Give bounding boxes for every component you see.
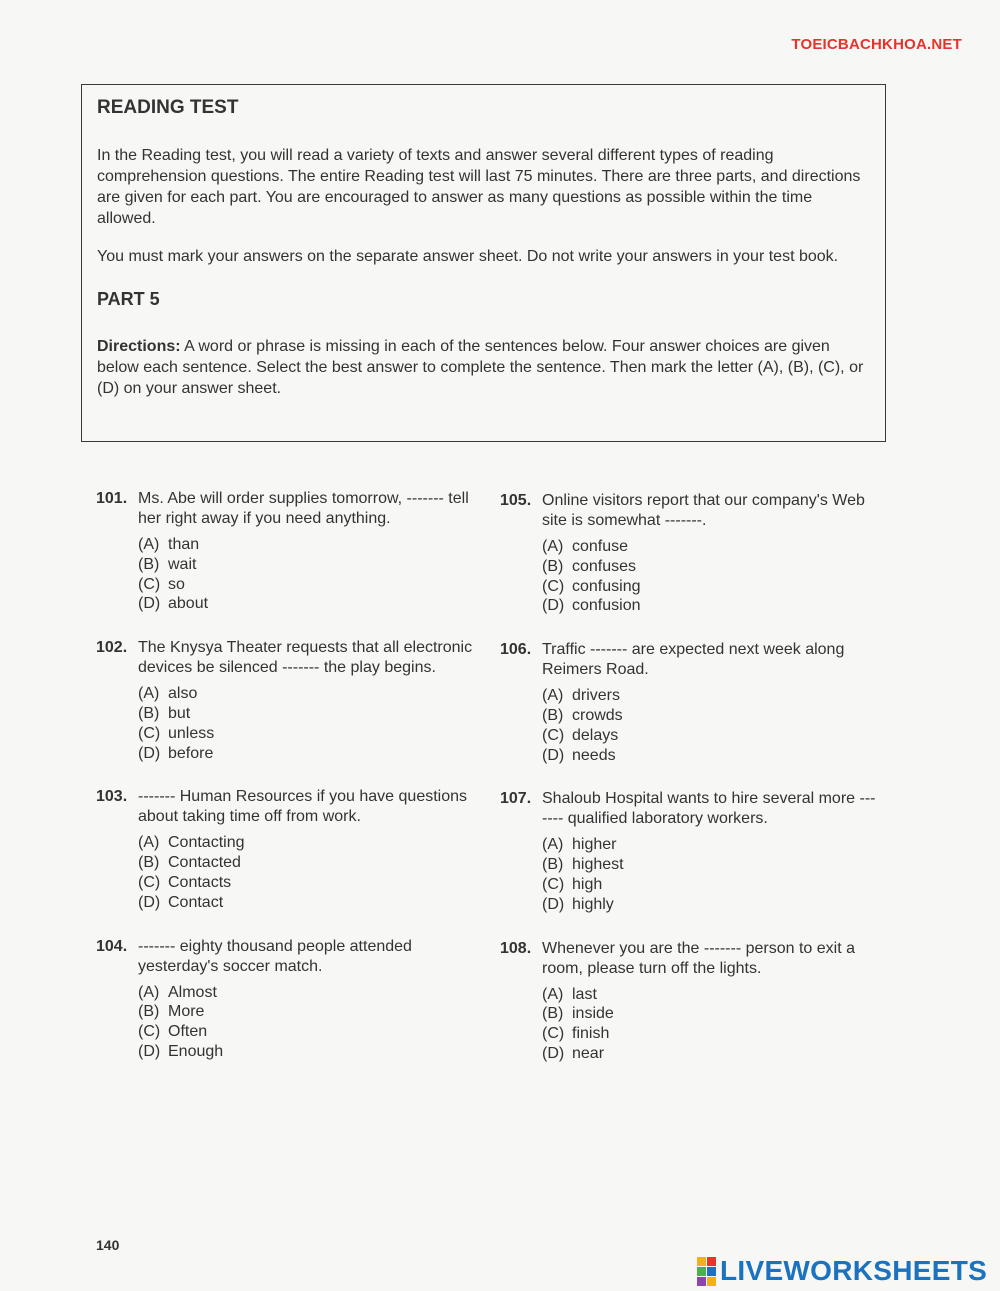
- question-text: The Knysya Theater requests that all electronic devices be silenced ------- the play begins.: [138, 639, 473, 677]
- option-d[interactable]: (D) about: [138, 595, 209, 613]
- answer-options: [542, 835, 880, 914]
- directions-label: Directions:: [97, 338, 181, 355]
- option-d[interactable]: (D) needs: [542, 746, 616, 764]
- intro-paragraph: In the Reading test, you will read a variety of texts and answer several different types of reading comprehension questions. The entire Reading test will last 75 minutes. There are three parts, and directions are given for each part. You are encouraged to answer as many questions as possible within the time allowed.: [97, 147, 861, 227]
- question-107: [500, 789, 880, 914]
- option-b[interactable]: (B) crowds: [542, 706, 623, 724]
- option-b[interactable]: (B) highest: [542, 856, 624, 874]
- answer-options: [138, 983, 476, 1062]
- liveworksheets-icon: [697, 1257, 716, 1286]
- option-d[interactable]: (D) Contact: [138, 893, 224, 911]
- question-text: Traffic ------- are expected next week along Reimers Road.: [542, 641, 845, 679]
- option-a[interactable]: (A) higher: [542, 836, 617, 854]
- question-text: Online visitors report that our company's Web site is somewhat -------.: [542, 492, 865, 529]
- option-a[interactable]: (A) than: [138, 536, 200, 553]
- directions-text: A word or phrase is missing in each of the sentences below. Four answer choices are given below each sentence. Select the best answer to complete the sentence. Then mark the letter (A), (B), (C), or (D) on your answer sheet.: [97, 338, 864, 397]
- question-number: 103.: [96, 788, 128, 806]
- option-b[interactable]: (B) wait: [138, 555, 197, 573]
- reading-test-title: READING TEST: [97, 97, 239, 118]
- liveworksheets-text: LIVEWORKSHEETS: [720, 1255, 988, 1286]
- directions: [97, 336, 871, 399]
- option-a[interactable]: (A) Almost: [138, 983, 217, 1001]
- option-c[interactable]: (C) confusing: [542, 577, 641, 595]
- option-c[interactable]: (C) unless: [138, 724, 215, 742]
- question-number: 104.: [96, 937, 128, 955]
- option-c[interactable]: (C) delays: [542, 726, 619, 744]
- option-b[interactable]: (B) but: [138, 704, 191, 722]
- option-d[interactable]: (D) near: [542, 1044, 605, 1062]
- option-a[interactable]: (A) Contacting: [138, 834, 245, 852]
- option-c[interactable]: (C) so: [138, 575, 185, 593]
- questions-left-column: [96, 489, 476, 1086]
- instructions-box: [81, 84, 886, 442]
- option-c[interactable]: (C) finish: [542, 1025, 610, 1043]
- question-text: ------- eighty thousand people attended yesterday's soccer match.: [138, 937, 412, 975]
- option-a[interactable]: (A) confuse: [542, 538, 629, 555]
- question-number: 107.: [500, 790, 532, 808]
- question-text: Ms. Abe will order supplies tomorrow, ------- tell her right away if you need anything.: [138, 490, 469, 527]
- answer-options: [542, 686, 880, 765]
- question-text: Shaloub Hospital wants to hire several more ------- qualified laboratory workers.: [542, 790, 876, 828]
- question-106: [500, 640, 880, 765]
- answer-options: [138, 684, 476, 763]
- option-c[interactable]: (C) Often: [138, 1023, 208, 1041]
- answer-options: [542, 537, 880, 616]
- part-title: PART 5: [97, 289, 160, 309]
- option-a[interactable]: (A) drivers: [542, 687, 621, 705]
- option-b[interactable]: (B) inside: [542, 1005, 614, 1023]
- option-d[interactable]: (D) highly: [542, 895, 614, 913]
- question-number: 105.: [500, 492, 532, 509]
- question-number: 102.: [96, 639, 128, 657]
- answer-options: [138, 833, 476, 912]
- liveworksheets-logo[interactable]: [697, 1255, 987, 1287]
- option-d[interactable]: (D) Enough: [138, 1042, 224, 1060]
- question-number: 101.: [96, 490, 128, 507]
- option-b[interactable]: (B) confuses: [542, 557, 637, 575]
- question-104: [96, 937, 476, 1062]
- question-number: 106.: [500, 641, 532, 659]
- site-watermark[interactable]: TOEICBACHKHOA.NET: [791, 36, 962, 53]
- questions-right-column: [500, 491, 880, 1088]
- question-text: Whenever you are the ------- person to exit a room, please turn off the lights.: [542, 939, 856, 977]
- option-c[interactable]: (C) high: [542, 875, 603, 893]
- option-b[interactable]: (B) More: [138, 1003, 205, 1021]
- option-a[interactable]: (A) last: [542, 985, 597, 1003]
- question-108: [500, 939, 880, 1064]
- option-b[interactable]: (B) Contacted: [138, 854, 241, 872]
- option-d[interactable]: (D) before: [138, 744, 214, 762]
- option-d[interactable]: (D) confusion: [542, 597, 641, 615]
- option-c[interactable]: (C) Contacts: [138, 873, 232, 891]
- question-number: 108.: [500, 939, 532, 957]
- page-number: 140: [96, 1237, 120, 1253]
- question-101: [96, 489, 476, 614]
- question-text: ------- Human Resources if you have questions about taking time off from work.: [138, 788, 468, 826]
- answer-options: [542, 985, 880, 1064]
- answer-sheet-paragraph: You must mark your answers on the separate answer sheet. Do not write your answers in your test book.: [97, 248, 839, 265]
- answer-options: [138, 535, 476, 614]
- question-102: [96, 638, 476, 763]
- option-a[interactable]: (A) also: [138, 685, 198, 703]
- question-105: [500, 491, 880, 616]
- question-103: [96, 787, 476, 912]
